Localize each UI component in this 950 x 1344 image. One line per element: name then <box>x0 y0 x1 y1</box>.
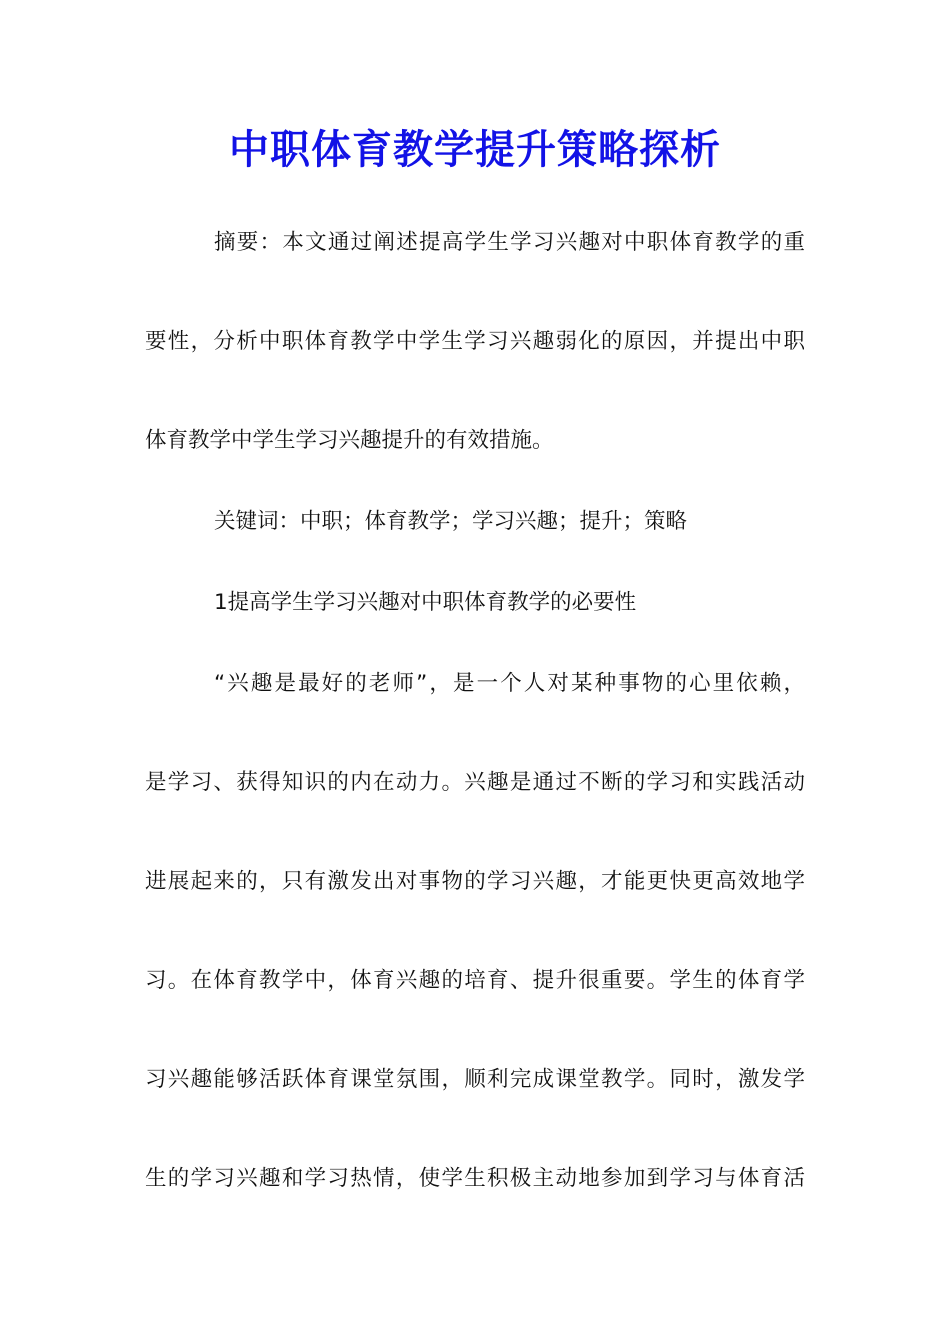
body-line-5: 习兴趣能够活跃体育课堂氛围，顺利完成课堂教学。同时，激发学 <box>145 1067 805 1092</box>
body-line-2: 是学习、获得知识的内在动力。兴趣是通过不断的学习和实践活动 <box>145 770 805 795</box>
body-line-6: 生的学习兴趣和学习热情，使学生积极主动地参加到学习与体育活 <box>145 1166 805 1191</box>
keywords-line: 关键词：中职；体育教学；学习兴趣；提升；策略 <box>214 509 688 534</box>
abstract-line-3: 体育教学中学生学习兴趣提升的有效措施。 <box>145 428 554 453</box>
page-title: 中职体育教学提升策略探析 <box>229 126 721 173</box>
body-line-4: 习。在体育教学中，体育兴趣的培育、提升很重要。学生的体育学 <box>145 968 805 993</box>
abstract-line-1: 摘要：本文通过阐述提高学生学习兴趣对中职体育教学的重 <box>214 230 805 255</box>
body-line-3: 进展起来的，只有激发出对事物的学习兴趣，才能更快更高效地学 <box>145 869 805 894</box>
abstract-line-2: 要性，分析中职体育教学中学生学习兴趣弱化的原因，并提出中职 <box>145 329 805 354</box>
body-line-1: “兴趣是最好的老师”，是一个人对某种事物的心里依赖， <box>214 671 805 696</box>
section-heading-1: 1提高学生学习兴趣对中职体育教学的必要性 <box>214 590 637 615</box>
